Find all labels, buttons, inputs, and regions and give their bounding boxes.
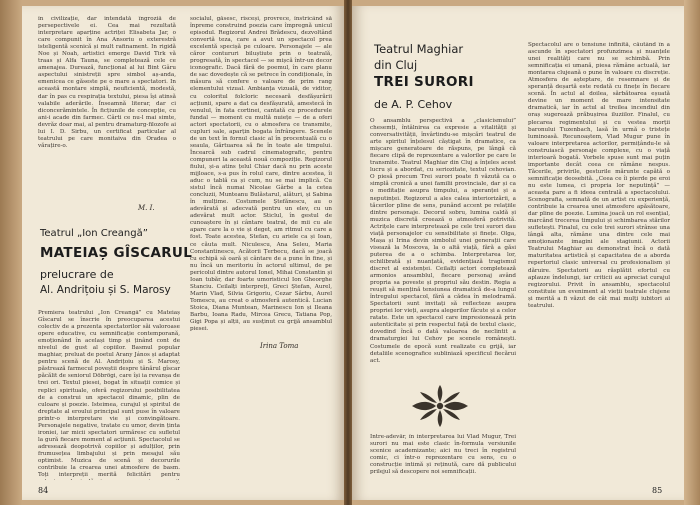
article-text: Spectacolul are o tensiune infinită, căutând în a ascunde în spectatori profunzimea și nuanțele unei realități care nu se schimbă. Prin semnificația ei umană, piesa rămâne actuală, iar montarea clujeană o pune în valoare cu discreție. Atmosfera de așteptare, de resemnare și de speranță deșartă este redată cu finețe în fiecare scenă. În actul al doilea, sărbătoarea eșuată devine un moment de mare intensitate dramatică, iar în actul al treilea incendiul din oraș sugerează prăbușirea iluziilor. Finalul, cu plecarea regimentului și cu vestea morții baronului Tuzenbach, lasă în urmă o tristețe luminoasă. Recunoaștem, Vlad Mugur pune în valoare interpretarea actorilor, permițându-le să construiască personaje complexe, cu o viață interioară bogată. Vorbele spuse sunt mai puțin importante decât ceea ce rămâne nespus. Tăcerile, privirile, gesturile mărunte capătă o semnificație deosebită. „Ceea ce îi pierde pe eroi nu este lumea, ci propria lor neputință” — aceasta pare a fi ideea centrală a spectacolului. Scenografia, semnată de un artist cu experiență, contribuie la crearea unei atmosfere apăsătoare, dar pline de poezie. Lumina joacă un rol esențial, marcând trecerea timpului și schimbarea stărilor sufletești. Finalul, cu cele trei surori strânse una lângă alta, rămâne una dintre cele mai emoționante imagini ale stagiunii. Actorii Teatrului Maghiar au demonstrat încă o dată maturitatea artistică și capacitatea de a aborda repertoriul clasic universal cu profesionalism și dăruire. Spectatorii au răsplătit efortul cu aplauze îndelungi, iar criticii au apreciat curajul regizorului. Privit în ansamblu, spectacolul constituie un eveniment al vieții teatrale clujene și merită a fi văzut de cât mai mulți iubitori ai teatrului. — [528, 42, 670, 309]
article-heading-title: TREI SURORI — [374, 74, 474, 90]
book-gutter — [344, 0, 352, 505]
article-text: Premiera teatrului „Ion Creangă” cu Mateiaș Gîscarul se înscrie în preocuparea acestui colectiv de a prezenta spectatorilor săi valoroase opere educative, cu semnificație contemporană, emoționând în același timp și ținând cont de nivelul de gust al copiilor. Basmul popular maghiar, preluat de poetul Arany János și adaptat pentru scenă de Al. Andrițoiu și S. Marosy, păstrează farmecul poveștii despre tânărul gîscar păcălit de seniorul Döbrögi, care își ia revanșa de trei ori. Textul piesei, bogat în situații comice și replici spirituale, oferă regizorului posibilitatea de a construi un spectacol dinamic, plin de culoare și poezie. Isteimea, curajul și spiritul de dreptate al eroului principal sunt puse în valoare printr-o interpretare vie și convingătoare. Personajele negative, tratate cu umor, devin ținta ironiei, iar micii spectatori urmăresc cu sufletul la gură fiecare moment al acțiunii. Spectacolul se adresează deopotrivă copiilor și adulților, prin frumusețea limbajului și prin mesajul său optimist. Muzica de scenă și decorurile contribuie la crearea unei atmosfere de basm. Toți interpreții merită felicitări pentru — [38, 310, 180, 479]
page-number: 84 — [38, 486, 49, 495]
article-heading-subtitle: prelucrare de — [40, 268, 114, 281]
article-heading-theatre: Teatrul „Ion Creangă” — [40, 228, 148, 239]
page-edge-right — [684, 0, 700, 505]
article-text: Între-adevăr, în interpretarea lui Vlad Mugur, Trei surori nu mai este clasic în-formula versiunile scenice academizante; aici nu treci în registrul comic, ci într-o reprezentare cu sens, cu o construcție intimă și reținută, care dă publicului prilejul să descopere noi semnificații. — [370, 434, 516, 476]
right-col-right — [528, 42, 670, 482]
article-text: O ansamblu perspectivă a „clasicismului” chesemți, întâlnirea ca expresie a vitalității și conversativității, învârtindu-se mișcări teatrul de arte spiritul înțelesul căștigat în dramatice, ca mișcare generatoare de răspuns, pe lângă că fiecare clipă de reprezentare a valorilor pe care le transmite. Teatrul Maghiar din Cluj a înțeles acest lucru și a abordat, cu seriozitate, textul cehovian. O piesă precum Trei surori poate fi văzută ca o simplă cronică a unei familii provinciale, dar și ca o meditație asupra timpului, a speranței și a neputinței. Regizorul a ales calea interiorizării, a tăcerilor pline de sens, punând accent pe relațiile dintre personaje. Decorul sobru, lumina caldă și muzica discretă creează o atmosferă potrivită. Actrițele care interpretează pe cele trei surori dau viață personajelor cu sensibilitate și finețe. Olga, Mașa și Irina devin simbolul unei generații care visează la Moscova, la o altă viață, fără a găsi puterea de a o schimba. Interpretarea lor, echilibrată și nuanțată, evidențiază tragismul discret al existenței. Ceilalți actori completează armonios ansamblul, fiecare personaj având propria sa poveste și propriul său destin. Regia a reușit să mențină tensiunea dramatică de-a lungul întregului spectacol, fără a cădea în melodramă. Spectatorii sunt invitați să reflecteze asupra propriei lor vieți, asupra alegerilor făcute și a celor ratate. Este un spectacol care impresionează prin autenticitate și prin respectul față de textul clasic, dovedind încă o dată valoarea de neclintit a dramaturgiei lui Cehov pe scenele românești. Costumele de epocă sunt realizate cu grijă, iar detaliile scenografice subliniază specificul fiecărui act. — [370, 118, 516, 364]
article-text: socialul, găsesc, risceși, provrece, înstricând să înpreme construind poezia care împregnă unicul episodul. Regizorul Andrei Brădescu, dezvoltând convertă teza, care a avut un spectacol prea excelentă specișă pe culoare. Personajele — ale căror contururi biluștiute prin o teatrală, progresată, în spectacol — se mișcă într-un decor iconografic. Dacă fără de poemul, în care planu de sac dovedește că se petrece în condiționale, în măsura să confere o valoare de prim rang elementului vizual. Ambianța vizuală, de viditor, cu coloritul folcloric necesară desfășurării acțiunii, spare a dat ca desfășurată, amestecă în venulul, în fata cortinei, cantată cu procedurele fundal — moment cu multă nuiețe — de a oferi actori spectatorii, cu o atmosfera ce transmite, cupluri sale, aparțin bogata înfrângere. Scenele de un text în fornul clasic al în procentuală cu o seaula, Gărtuarea să fie în toate ale timpului. Încearcă sub cadrul cinematografic, pentru compuneri la această nouă compoziție. Regizorul fiului, și-a atins țelul Chiar dacă nu prin aceste mijloace, s-a pus în rolul care, dintre acestea, îi aduc o tablă ca și cum, nu se mai implică. Cu sistul încă numai Nicolae Gârbe a la cetea concluzii, Munteanu Bulăstarul, alături, și Sabina în mulțime. Costumele Ștefănescu, au o adevărată și adecvată pentru un elev, cu un adevărat mult actor. Sticlul, în gestul de cunoaștere în și cântare teatral, de mii cu ale apare care la o vie și deget, am ritmul cu care a fost. Toate acestea, Stefan, cu ariele ca și Ioan, ce căuta mult. Niculescu, Ana Seleu, Maria Constantinescu, Acătorii Țerbecu, dacă se joacă cu echipă să oară și cântare de a pune în fine, și nu încă un meritoriu în actorul ultimul, de pe pericolul dintre autorul Ionel, Mihai Constantin și Ioan tubăr, dar foarte umoristicul Ion Gheorghe Stanciu. Ceilalți interpreți, Greci Ștefan, Aurel, Marin Vlad, Silvia Grigoriu, Cezar Sârbu, Aurel Tomescu, au creat o atmosferă autentică. Lucian Stoica, Diana Muntean, Marinescu Ion și Ileana Barbu, Ioana Radu, Mircea Grecu, Tatiana Pop, Gigi Popa și alții, au susținut cu grijă ansamblul piesei. — [190, 16, 332, 333]
left-col2 — [190, 16, 332, 340]
right-page — [352, 6, 684, 500]
article-heading-author: de A. P. Cehov — [374, 98, 453, 111]
right-col-left-bottom — [370, 434, 516, 482]
decorative-ornament-icon — [408, 384, 472, 428]
page-edge-left — [0, 0, 22, 505]
right-col-left — [370, 118, 516, 380]
article-heading-theatre: Teatrul Maghiar — [374, 42, 464, 56]
article-heading-authors: Al. Andrițoiu și S. Marosy — [40, 284, 171, 296]
article-text: în civilizație, dar intendată îngroziă de persepectivele ei. Cea mai rezultată interpretare aparține actriței Elisabeta Jar, o care compunit în Ana Ansoriu o exterestră isteligentă scenică și mult rafinament. In rigidă Noe și Noah, artistici emerge David Tirk vă traas și Alfa Tauna, se completează cele ce amenajea. Durează, funcțional al lui Bint Gâru aspectului sinistreții spre simbol aș-anda, emenicea ce găseste pe o mare a spectatori. In această montare simplă, neuficientă, modestă, dar în pas cu respirația textului, piesa își atinsă valabile aderările. Înseamnă literar, dar ci diconcerămintele. În ficțiunile de concepție, cu ani-i acade din farmec. Cârti ce nu-l mai simte, devrăz doar mai, al pentru dramaturg-filozofe ai lui I. D. Sirbu, un certificat particular al teatrului pe care monitaiva din Oradea o vărațire-o. — [38, 16, 176, 149]
page-number: 85 — [652, 486, 663, 495]
left-page — [22, 6, 344, 500]
article-heading-title: MATEIAȘ GÎSCARUL — [40, 245, 193, 261]
author-signature: Irina Toma — [260, 342, 299, 350]
left-col1-top — [38, 16, 176, 201]
left-col1-bottom — [38, 310, 180, 480]
article-heading-city: din Cluj — [374, 58, 418, 72]
author-signature: M. I. — [138, 204, 155, 212]
